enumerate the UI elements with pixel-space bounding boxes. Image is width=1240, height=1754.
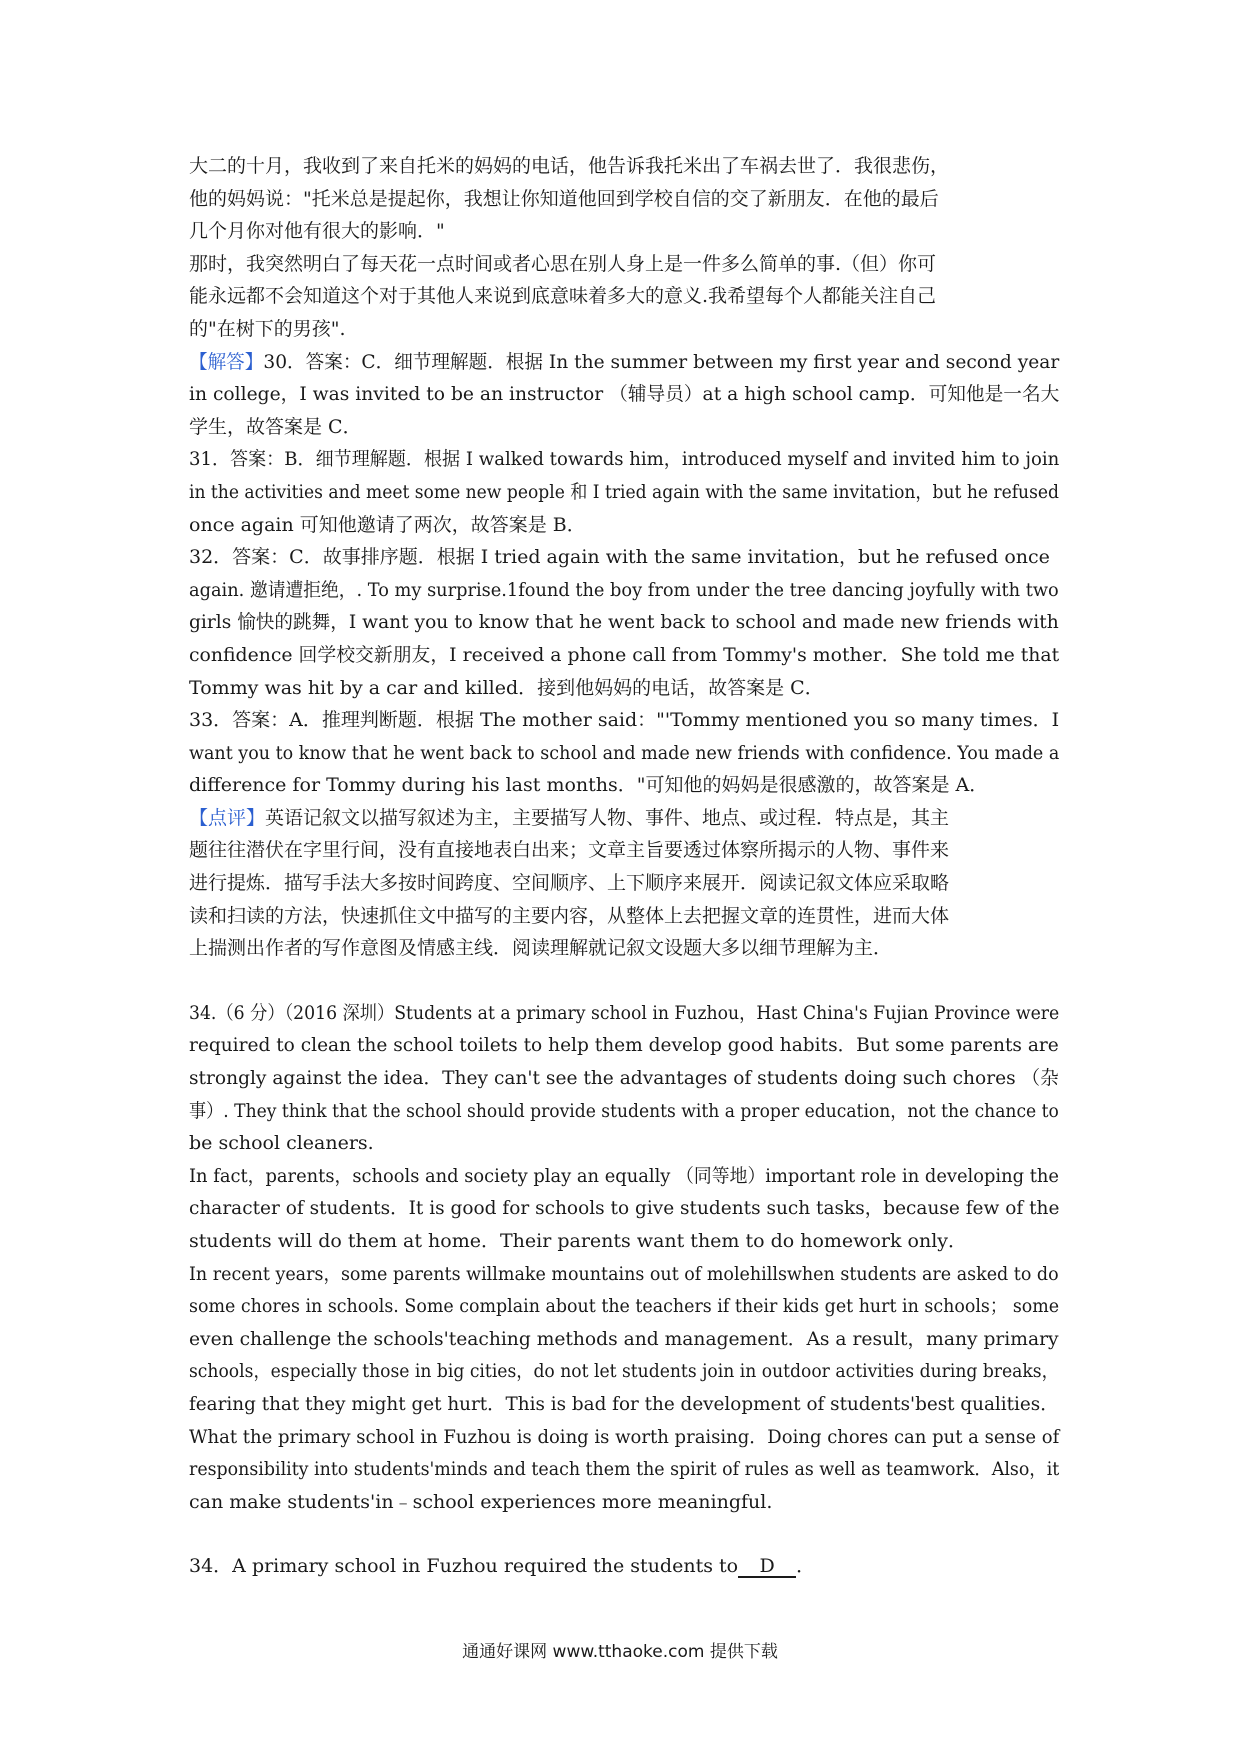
text-line: character of students．It is good for schools to give students such tasks，because few of the [189,1197,1060,1220]
text-line: even challenge the schools'teaching methods and management．As a result，many primary [189,1327,1059,1350]
text-line: fearing that they might get hurt．This is bad for the development of students'best qualities． [189,1392,1059,1415]
text-line: required to clean the school toilets to help them develop good habits．But some parents are [189,1034,1059,1057]
spacer [189,1518,1059,1550]
text-line: want you to know that he went back to school and made new friends with confidence. You made a [189,741,1060,764]
text-line: 31．答案：B．细节理解题．根据 I walked towards him，introduced myself and invited him to join [189,448,1060,471]
text-line: once again 可知他邀请了两次，故答案是 B． [189,513,586,536]
text-line: 33．答案：A．推理判断题．根据 The mother said："'Tommy mentioned you so many times．I [189,709,1060,732]
text-line: students will do them at home．Their parents want them to do homework only． [189,1230,967,1252]
text-line: 英语记叙文以描写叙述为主，主要描写人物、事件、地点、或过程．特点是，其主 [265,806,950,829]
text-line: 读和扫读的方法，快速抓住文中描写的主要内容，从整体上去把握文章的连贯性，进而大体 [189,904,950,927]
text-line: girls 愉快的跳舞，I want you to know that he went back to school and made new friends with [189,611,1059,634]
text-line: 34.（6 分）（2016 深圳）Students at a primary school in Fuzhou，Hast China's Fujian Province were [189,1001,1060,1024]
question-end: ． [796,1555,816,1578]
answer-first-line [189,346,1060,379]
text-line: can make students'in﹣school experiences more meaningful. [189,1490,773,1513]
text-line: 大二的十月，我收到了来自托米的妈妈的电话，他告诉我托米出了车祸去世了．我很悲伤， [189,155,950,177]
text-line: 他的妈妈说："托米总是提起你，我想让你知道他回到学校自信的交了新朋友．在他的最后 [189,187,939,210]
text-line: In recent years，some parents willmake mountains out of molehillswhen students are asked to do [189,1262,1059,1285]
text-line: 学生，故答案是 C． [189,415,362,438]
translation-section [189,150,1059,346]
text-line: 几个月你对他有很大的影响．" [189,220,445,243]
text-line: in the activities and meet some new people 和 I tried again with the same invitation，but he refused [189,480,1059,503]
question-line [189,1550,1059,1583]
text-line: In fact，parents，schools and society play an equally （同等地）important role in developing the [189,1164,1059,1187]
question-stem: 34．A primary school in Fuzhou required the students to [189,1555,739,1578]
text-line: 进行提炼．描写手法大多按时间跨度、空间顺序、上下顺序来展开．阅读记叙文体应采取略 [189,872,950,895]
document-page [189,150,1059,1583]
text-line: confidence 回学校交新朋友，I received a phone call from Tommy's mother．She told me that [189,643,1060,666]
text-line: responsibility into students'minds and teach them the spirit of rules as well as teamwork．Also，it [189,1458,1060,1481]
text-line: 的"在树下的男孩". [189,317,346,340]
text-line: 能永远都不会知道这个对于其他人来说到底意味着多大的意义.我希望每个人都能关注自己 [189,285,937,308]
text-line: What the primary school in Fuzhou is doing is worth praising．Doing chores can put a sense of [189,1425,1060,1448]
comment-section [189,802,1059,965]
text-line: 30．答案：C．细节理解题．根据 In the summer between my first year and second year [263,350,1060,373]
text-line: schools，especially those in big cities，do not let students join in outdoor activities during breaks， [189,1360,1059,1383]
text-line: be school cleaners. [189,1132,374,1155]
reading-passage [189,997,1059,1519]
text-line: Tommy was hit by a car and killed．接到他妈妈的电话，故答案是 C． [189,676,824,699]
text-line: in college，I was invited to be an instructor （辅导员）at a high school camp．可知他是一名大 [189,383,1060,406]
text-line: difference for Tommy during his last months．"可知他的妈妈是很感激的，故答案是 A． [189,774,989,797]
spacer [189,965,1059,997]
comment-tag: 【点评】 [189,806,266,829]
text-line: 题往往潜伏在字里行间，没有直接地表白出来；文章主旨要透过体察所揭示的人物、事件来 [189,839,950,862]
text-line: strongly against the idea．They can't see the advantages of students doing such chores （杂 [189,1067,1059,1090]
text-line: 32．答案：C．故事排序题．根据 I tried again with the same invitation，but he refused once [189,546,1050,569]
comment-first-line [189,802,1059,835]
page-footer: 通通好课网 www.tthaoke.com 提供下载 [462,1642,778,1662]
answer-blank: D [738,1556,796,1578]
text-line: 上揣测出作者的写作意图及情感主线．阅读理解就记叙文设题大多以细节理解为主． [189,937,893,960]
text-line: some chores in schools. Some complain about the teachers if their kids get hurt in schools； some [189,1295,1060,1318]
text-line: again. 邀请遭拒绝，. To my surprise.1found the boy from under the tree dancing joyfully with two [189,578,1059,601]
text-line: 事）. They think that the school should provide students with a proper education，not the chance to [189,1099,1059,1122]
answer-tag: 【解答】 [189,350,264,373]
text-line: 那时，我突然明白了每天花一点时间或者心思在别人身上是一件多么简单的事.（但）你可 [189,252,937,275]
answer-section [189,346,1059,802]
